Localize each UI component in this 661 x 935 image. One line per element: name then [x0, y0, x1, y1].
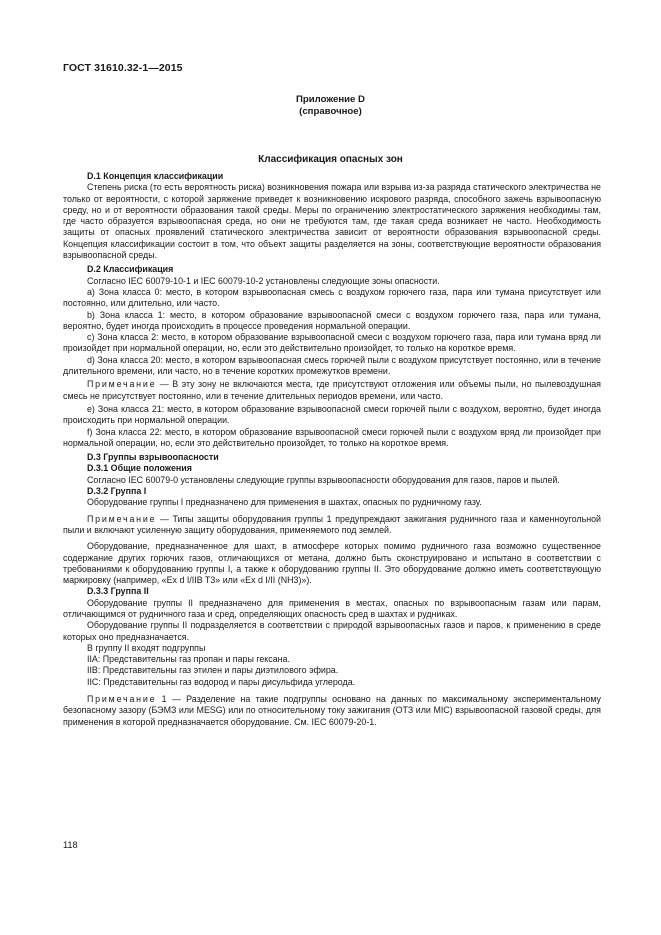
note-label: Примечание: [87, 379, 157, 390]
list-item-zone-22: f) Зона класса 22: место, в котором образование взрывоопасной смеси горючей пыли с воздухом вряд ли произойдет при нормальной операции, но, если это действительно произойдет, то только на короткое время.: [63, 426, 601, 448]
paragraph-d33-1: Оборудование группы II предназначено для применения в местах, опасных по взрывоопасным газам или парам, отличающимся от рудничного газа и сред, определяющих опасность сред в шахтах и рудниках.: [63, 597, 601, 619]
heading-d32: D.3.2 Группа I: [87, 486, 147, 497]
heading-d1: D.1 Концепция классификации: [87, 171, 224, 181]
list-item-iic: IIC: Представительны газ водород и пары дисульфида углерода.: [87, 676, 356, 687]
paragraph-d33-3: В группу II входят подгруппы: [87, 642, 206, 653]
annex-title: Приложение D: [296, 94, 365, 105]
paragraph-d32-2: Оборудование, предназначенное для шахт, в атмосфере которых помимо рудничного газа возможно существенное содержание других горючих газов, отличающихся от метана, должно быть сконструировано и испытано в соответствии с требованиями к оборудованию группы I, а также к оборудованию группы II. Это оборудование должно иметь соответствующую маркировку (например, «Ex d I/IIB T3» или «Ex d I/II (NH3)»).: [63, 541, 601, 586]
note-label: Примечание: [87, 513, 157, 524]
page-number: 118: [63, 840, 78, 850]
paragraph-d32: Оборудование группы I предназначено для применения в шахтах, опасных по рудничному газу.: [87, 497, 482, 508]
list-item-zone-20: d) Зона класса 20: место, в котором взрывоопасная смесь горючей пыли с воздухом присутствует постоянно, или в течение длительного времени, или часто, но в течение коротких промежутков времени.: [63, 354, 601, 377]
document-header: ГОСТ 31610.32-1—2015: [63, 62, 183, 74]
document-body: [63, 171, 601, 730]
paragraph-d2-intro: Согласно IEC 60079-10-1 и IEC 60079-10-2 установлены следующие зоны опасности.: [87, 275, 440, 286]
note-text: 1 — Разделение на такие подгруппы основано на данных по максимальному экспериментальному безопасному зазору (БЭМЗ или MESG) или по относительному току зажигания (ОТЗ или MIC) взрывоопасной газовой среды, для применения в которой предназначается оборудование. См. IEC 60079-20-1.: [63, 694, 601, 727]
paragraph-d33-2: Оборудование группы II подразделяется в соответствии с природой взрывоопасных газов и паров, к применению в среде которых оно предназначается.: [63, 620, 601, 642]
section-title: Классификация опасных зон: [258, 154, 403, 165]
note-label: Примечание: [87, 694, 157, 705]
list-item-zone-0: a) Зона класса 0: место, в котором взрывоопасная смесь с воздухом горючего газа, пара или тумана присутствует или постоянно, или длительно, или часто.: [63, 286, 601, 309]
heading-d33: D.3.3 Группа II: [87, 586, 149, 597]
heading-d31: D.3.1 Общие положения: [87, 463, 192, 474]
note-d2: [63, 379, 601, 402]
paragraph-d1: Степень риска (то есть вероятность риска) возникновения пожара или взрыва из-за разряда статического электричества не только от вероятности, с которой заряжение приведет к возникновению искрового разряда, способного зажечь взрывоопасную среду, но и от вероятности образования такой среды. Меры по ограничению электростатического заряжения необходимы там, где часто образуется взрывоопасная среда, но они не требуются там, где такая среда возникает не часто. Необходимость защиты от опасных проявлений статического электричества зависит от вероятности образования взрывоопасной среды. Концепция классификации состоит в том, что объект защиты разделяется на зоны, соответствующие вероятности образования взрывоопасной среды.: [63, 182, 601, 261]
note-d33: [63, 694, 601, 728]
list-item-iib: IIB: Представительны газ этилен и пары диэтилового эфира.: [87, 665, 339, 676]
annex-subtitle: (справочное): [299, 106, 362, 117]
list-item-zone-21: e) Зона класса 21: место, в котором образование взрывоопасной смеси горючей пыли с воздухом, вероятно, будет иногда происходить при нормальной операции.: [63, 403, 601, 426]
list-item-zone-1: b) Зона класса 1: место, в котором образование взрывоопасной смеси с воздухом горючего газа, пара или тумана, вероятно, будет иногда происходить в процессе проведения нормальной операции.: [63, 309, 601, 331]
note-text: — В эту зону не включаются места, где присутствуют отложения или объемы пыли, но пылевоздушная смесь не присутствует постоянно, или в течение длительных периодов времени, или часто.: [63, 379, 601, 401]
note-d32: [63, 514, 601, 537]
heading-d3: D.3 Группы взрывоопасности: [87, 452, 219, 463]
list-item-zone-2: c) Зона класса 2: место, в котором образование взрывоопасной смеси с воздухом горючего газа, пара или тумана вряд ли произойдет при нормальной операции, но, если это действительно произойдет, то только на короткое время.: [63, 332, 601, 354]
list-item-iia: IIA: Представительны газ пропан и пары гексана.: [87, 654, 290, 665]
paragraph-d31: Согласно IEC 60079-0 установлены следующие группы взрывоопасности оборудования для газов, паров и пылей.: [87, 474, 560, 485]
note-text: — Типы защиты оборудования группы 1 предупреждают зажигания рудничного газа и каменноугольной пыли и включают усиленную защиту оборудования, применяемого под землей.: [63, 513, 601, 535]
heading-d2: D.2 Классификация: [87, 264, 174, 275]
